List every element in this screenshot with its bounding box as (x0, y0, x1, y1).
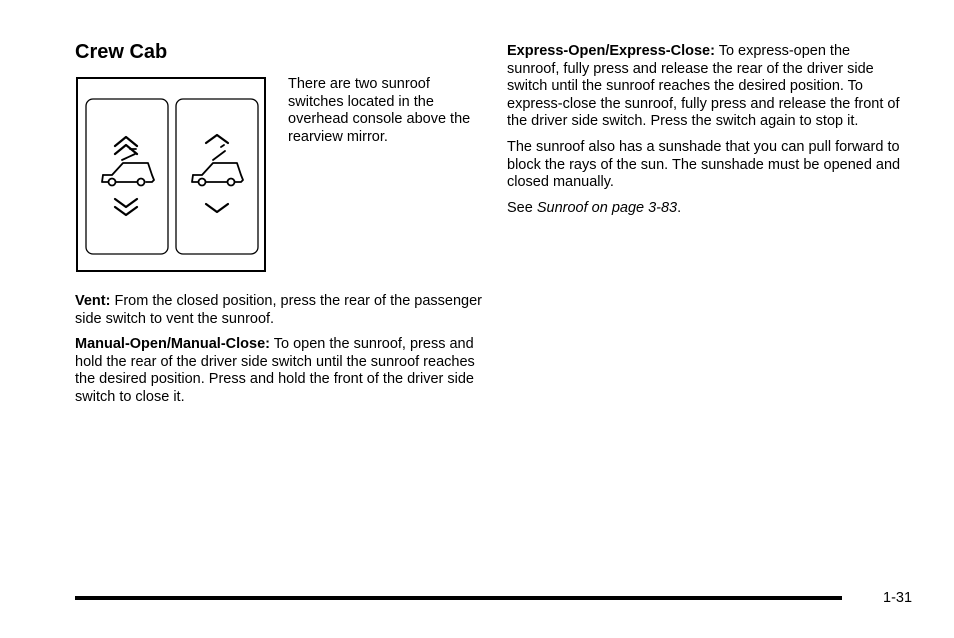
figure-caption: There are two sunroof switches located in the overhead console above the rearview mirror. (288, 76, 471, 145)
driver-side-switch (86, 99, 168, 254)
see-reference-paragraph (507, 200, 902, 218)
manual-text: To open the sunroof, press and hold the rear of the driver side switch until the sunroof reaches the desired position. Press and hold the front of the driver side switch to close it. (75, 336, 475, 405)
vent-term: Vent: (75, 293, 111, 309)
vent-paragraph (75, 293, 485, 328)
cross-reference-link[interactable]: Sunroof on page 3-83 (536, 199, 678, 216)
manual-term: Manual-Open/Manual-Close: (75, 336, 270, 353)
express-text: To express-open the sunroof, fully press and release the rear of the driver side switch until the sunroof reaches the desired position. To express-close the sunroof, fully press and release the front of the driver side switch. Press the switch again to stop it. (507, 43, 900, 130)
express-term: Express-Open/Express-Close: (507, 43, 715, 59)
sunroof-switches-illustration (76, 77, 266, 272)
see-suffix: . (677, 199, 682, 216)
right-column (507, 43, 902, 225)
express-paragraph (507, 43, 902, 131)
vent-text: From the closed position, press the rear of the passenger side switch to vent the sunroof. (75, 293, 483, 327)
footer-rule (75, 596, 842, 600)
page-number: 1-31 (883, 590, 913, 606)
manual-paragraph (75, 336, 485, 406)
section-heading: Crew Cab (75, 41, 168, 63)
passenger-side-switch (176, 99, 258, 254)
left-column (75, 293, 485, 415)
see-prefix: See (507, 199, 533, 216)
sunshade-paragraph: The sunroof also has a sunshade that you can pull forward to block the rays of the sun. The sunshade must be opened and closed manually. (507, 138, 901, 191)
